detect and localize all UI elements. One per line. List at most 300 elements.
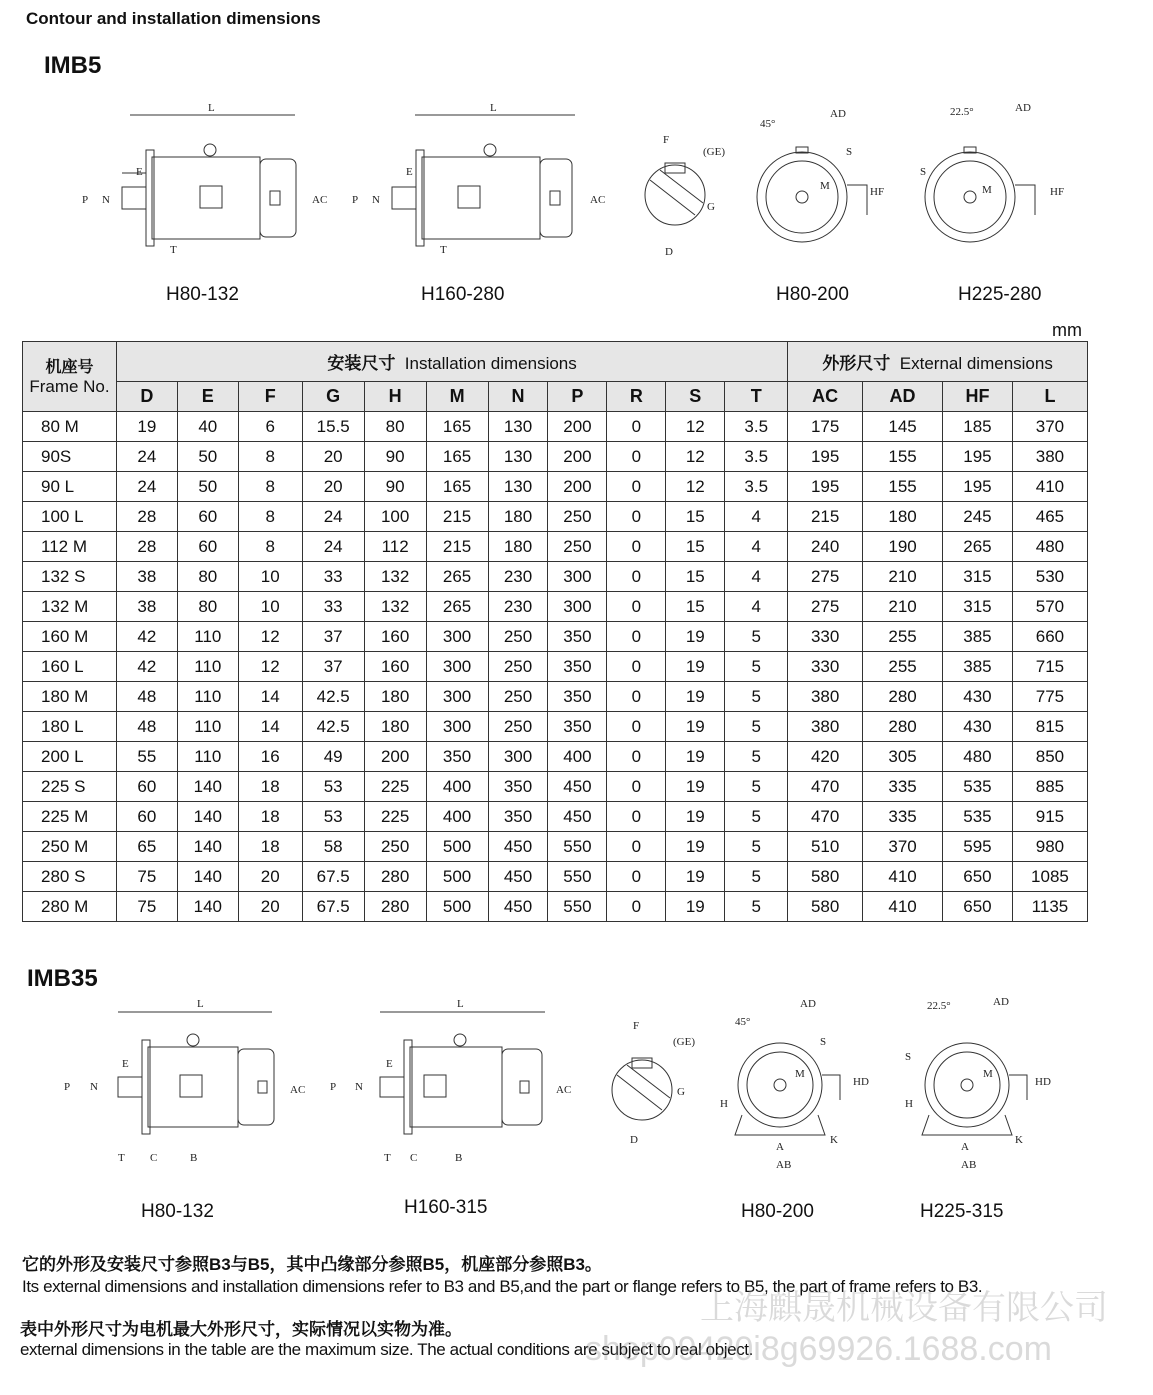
value-cell: 595: [943, 832, 1013, 862]
svg-text:HD: HD: [1035, 1076, 1051, 1088]
value-cell: 250: [548, 532, 607, 562]
value-cell: 19: [666, 682, 725, 712]
value-cell: 65: [116, 832, 177, 862]
value-cell: 132: [364, 562, 426, 592]
value-cell: 180: [863, 502, 943, 532]
value-cell: 250: [548, 502, 607, 532]
value-cell: 180: [488, 502, 548, 532]
value-cell: 200: [548, 472, 607, 502]
frame-cell: 250 M: [23, 832, 117, 862]
table-row: [23, 652, 1088, 682]
value-cell: 4: [725, 532, 788, 562]
value-cell: 37: [302, 622, 364, 652]
value-cell: 240: [788, 532, 863, 562]
unit-label: mm: [1052, 320, 1082, 340]
value-cell: 210: [863, 592, 943, 622]
value-cell: 380: [1012, 442, 1087, 472]
value-cell: 67.5: [302, 892, 364, 922]
value-cell: 550: [548, 892, 607, 922]
value-cell: 60: [116, 802, 177, 832]
value-cell: 510: [788, 832, 863, 862]
value-cell: 5: [725, 832, 788, 862]
caption: H80-132: [141, 1201, 214, 1222]
dimensions-table: [22, 341, 1088, 922]
value-cell: 15.5: [302, 412, 364, 442]
value-cell: 180: [488, 532, 548, 562]
value-cell: 110: [177, 652, 238, 682]
svg-text:N: N: [355, 1081, 363, 1093]
table-row: [23, 892, 1088, 922]
section-heading-imb35: IMB35: [27, 965, 98, 992]
value-cell: 250: [488, 682, 548, 712]
value-cell: 140: [177, 892, 238, 922]
svg-text:N: N: [90, 1081, 98, 1093]
svg-text:S: S: [905, 1051, 912, 1063]
svg-text:N: N: [102, 194, 110, 206]
frame-cell: 200 L: [23, 742, 117, 772]
value-cell: 500: [426, 892, 488, 922]
value-cell: 28: [116, 502, 177, 532]
value-cell: 350: [488, 802, 548, 832]
value-cell: 5: [725, 622, 788, 652]
value-cell: 112: [364, 532, 426, 562]
table-row: [23, 532, 1088, 562]
svg-text:K: K: [1015, 1134, 1023, 1146]
value-cell: 350: [426, 742, 488, 772]
value-cell: 225: [364, 772, 426, 802]
value-cell: 195: [943, 442, 1013, 472]
value-cell: 280: [364, 892, 426, 922]
column-header-m: M: [426, 382, 488, 412]
value-cell: 4: [725, 502, 788, 532]
value-cell: 200: [364, 742, 426, 772]
value-cell: 19: [666, 802, 725, 832]
svg-text:AC: AC: [590, 194, 606, 206]
value-cell: 12: [666, 412, 725, 442]
value-cell: 885: [1012, 772, 1087, 802]
svg-text:S: S: [846, 146, 853, 158]
value-cell: 15: [666, 502, 725, 532]
svg-text:T: T: [170, 244, 177, 256]
value-cell: 300: [426, 712, 488, 742]
imb5-side-view-small: [82, 102, 327, 256]
value-cell: 450: [488, 862, 548, 892]
frame-cell: 80 M: [23, 412, 117, 442]
value-cell: 250: [364, 832, 426, 862]
note-en-1: Its external dimensions and installation dimensions refer to B3 and B5,and the part or flange refers to B5, the part of frame refers to B3.: [22, 1277, 983, 1296]
svg-text:D: D: [665, 246, 673, 258]
value-cell: 300: [548, 562, 607, 592]
value-cell: 5: [725, 682, 788, 712]
value-cell: 410: [1012, 472, 1087, 502]
value-cell: 0: [607, 472, 666, 502]
svg-text:A: A: [961, 1141, 969, 1153]
table-row: [23, 802, 1088, 832]
value-cell: 42.5: [302, 682, 364, 712]
value-cell: 90: [364, 442, 426, 472]
imb35-drawings: [50, 995, 1110, 1180]
value-cell: 60: [116, 772, 177, 802]
value-cell: 140: [177, 802, 238, 832]
value-cell: 80: [177, 562, 238, 592]
column-header-hf: HF: [943, 382, 1013, 412]
value-cell: 16: [238, 742, 302, 772]
value-cell: 215: [788, 502, 863, 532]
value-cell: 155: [863, 472, 943, 502]
value-cell: 500: [426, 832, 488, 862]
svg-text:(GE): (GE): [673, 1036, 695, 1048]
svg-text:M: M: [820, 180, 830, 192]
value-cell: 1135: [1012, 892, 1087, 922]
value-cell: 165: [426, 412, 488, 442]
svg-text:AC: AC: [312, 194, 328, 206]
value-cell: 230: [488, 562, 548, 592]
svg-text:AD: AD: [1015, 102, 1031, 114]
value-cell: 42: [116, 622, 177, 652]
value-cell: 250: [488, 652, 548, 682]
value-cell: 0: [607, 502, 666, 532]
imb35-shaft-section: [612, 1020, 695, 1146]
imb35-side-view-small: [64, 998, 305, 1164]
value-cell: 775: [1012, 682, 1087, 712]
value-cell: 140: [177, 862, 238, 892]
caption: H80-132: [166, 284, 239, 305]
value-cell: 420: [788, 742, 863, 772]
imb5-drawings: [70, 95, 1110, 270]
value-cell: 48: [116, 682, 177, 712]
value-cell: 380: [788, 712, 863, 742]
svg-text:B: B: [455, 1152, 463, 1164]
table-row: [23, 832, 1088, 862]
note-cn-2: 表中外形尺寸为电机最大外形尺寸，实际情况以实物为准。: [20, 1320, 462, 1339]
value-cell: 530: [1012, 562, 1087, 592]
value-cell: 8: [238, 472, 302, 502]
svg-text:T: T: [384, 1152, 391, 1164]
value-cell: 255: [863, 652, 943, 682]
value-cell: 8: [238, 502, 302, 532]
value-cell: 350: [488, 772, 548, 802]
svg-text:H: H: [905, 1098, 913, 1110]
value-cell: 4: [725, 592, 788, 622]
frame-cell: 90 L: [23, 472, 117, 502]
value-cell: 18: [238, 772, 302, 802]
imb5-end-view-small: [757, 108, 884, 242]
svg-text:HF: HF: [1050, 186, 1065, 198]
value-cell: 58: [302, 832, 364, 862]
frame-cell: 132 M: [23, 592, 117, 622]
value-cell: 815: [1012, 712, 1087, 742]
imb35-end-view-small: [720, 998, 869, 1171]
value-cell: 14: [238, 712, 302, 742]
value-cell: 385: [943, 622, 1013, 652]
value-cell: 19: [666, 862, 725, 892]
svg-text:HF: HF: [870, 186, 885, 198]
svg-text:A: A: [776, 1141, 784, 1153]
svg-text:B: B: [190, 1152, 198, 1164]
value-cell: 380: [788, 682, 863, 712]
value-cell: 0: [607, 892, 666, 922]
value-cell: 335: [863, 772, 943, 802]
value-cell: 5: [725, 652, 788, 682]
frame-cell: 280 M: [23, 892, 117, 922]
svg-text:H: H: [720, 1098, 728, 1110]
table-row: [23, 682, 1088, 712]
value-cell: 3.5: [725, 442, 788, 472]
value-cell: 18: [238, 832, 302, 862]
value-cell: 5: [725, 892, 788, 922]
value-cell: 18: [238, 802, 302, 832]
value-cell: 305: [863, 742, 943, 772]
value-cell: 265: [426, 562, 488, 592]
table-row: [23, 592, 1088, 622]
value-cell: 14: [238, 682, 302, 712]
imb35-end-view-large: [905, 996, 1051, 1171]
svg-text:E: E: [386, 1058, 393, 1070]
value-cell: 24: [116, 472, 177, 502]
value-cell: 0: [607, 532, 666, 562]
svg-text:22.5°: 22.5°: [950, 106, 974, 118]
value-cell: 660: [1012, 622, 1087, 652]
svg-text:M: M: [982, 184, 992, 196]
column-header-h: H: [364, 382, 426, 412]
value-cell: 100: [364, 502, 426, 532]
external-header: 外形尺寸 External dimensions: [788, 342, 1088, 382]
value-cell: 215: [426, 502, 488, 532]
frame-cell: 90S: [23, 442, 117, 472]
value-cell: 3.5: [725, 412, 788, 442]
value-cell: 5: [725, 712, 788, 742]
value-cell: 480: [1012, 532, 1087, 562]
frame-cell: 112 M: [23, 532, 117, 562]
svg-text:45°: 45°: [760, 118, 776, 130]
value-cell: 550: [548, 862, 607, 892]
svg-text:N: N: [372, 194, 380, 206]
value-cell: 370: [1012, 412, 1087, 442]
value-cell: 28: [116, 532, 177, 562]
value-cell: 140: [177, 772, 238, 802]
table-row: [23, 712, 1088, 742]
value-cell: 19: [666, 892, 725, 922]
value-cell: 20: [302, 472, 364, 502]
column-header-d: D: [116, 382, 177, 412]
svg-text:P: P: [330, 1081, 337, 1093]
value-cell: 53: [302, 802, 364, 832]
watermark-shop: shop09420i8g69926.1688.com: [585, 1330, 1052, 1368]
caption: H160-280: [421, 284, 505, 305]
value-cell: 42.5: [302, 712, 364, 742]
svg-text:F: F: [663, 134, 670, 146]
table-row: [23, 502, 1088, 532]
frame-cell: 180 L: [23, 712, 117, 742]
column-header-t: T: [725, 382, 788, 412]
value-cell: 50: [177, 442, 238, 472]
value-cell: 33: [302, 592, 364, 622]
svg-text:L: L: [457, 998, 464, 1010]
column-header-r: R: [607, 382, 666, 412]
value-cell: 110: [177, 622, 238, 652]
value-cell: 370: [863, 832, 943, 862]
value-cell: 80: [364, 412, 426, 442]
value-cell: 12: [666, 442, 725, 472]
svg-text:E: E: [122, 1058, 129, 1070]
value-cell: 225: [364, 802, 426, 832]
value-cell: 15: [666, 562, 725, 592]
value-cell: 350: [548, 712, 607, 742]
value-cell: 915: [1012, 802, 1087, 832]
table-row: [23, 622, 1088, 652]
svg-text:G: G: [677, 1086, 685, 1098]
value-cell: 0: [607, 772, 666, 802]
value-cell: 650: [943, 892, 1013, 922]
value-cell: 450: [488, 832, 548, 862]
frame-cell: 160 M: [23, 622, 117, 652]
value-cell: 67.5: [302, 862, 364, 892]
svg-text:T: T: [118, 1152, 125, 1164]
value-cell: 185: [943, 412, 1013, 442]
column-header-f: F: [238, 382, 302, 412]
value-cell: 165: [426, 472, 488, 502]
svg-text:M: M: [983, 1068, 993, 1080]
caption: H225-315: [920, 1201, 1004, 1222]
value-cell: 12: [238, 652, 302, 682]
value-cell: 195: [788, 472, 863, 502]
value-cell: 55: [116, 742, 177, 772]
value-cell: 300: [426, 652, 488, 682]
value-cell: 1085: [1012, 862, 1087, 892]
svg-text:K: K: [830, 1134, 838, 1146]
svg-text:P: P: [352, 194, 359, 206]
value-cell: 410: [863, 892, 943, 922]
column-header-ac: AC: [788, 382, 863, 412]
svg-text:G: G: [707, 201, 715, 213]
frame-cell: 225 S: [23, 772, 117, 802]
svg-text:L: L: [208, 102, 215, 114]
svg-text:P: P: [64, 1081, 71, 1093]
svg-text:HD: HD: [853, 1076, 869, 1088]
value-cell: 80: [177, 592, 238, 622]
value-cell: 0: [607, 862, 666, 892]
value-cell: 53: [302, 772, 364, 802]
value-cell: 130: [488, 472, 548, 502]
svg-text:M: M: [795, 1068, 805, 1080]
value-cell: 5: [725, 742, 788, 772]
svg-text:S: S: [920, 166, 927, 178]
frame-cell: 225 M: [23, 802, 117, 832]
frame-cell: 160 L: [23, 652, 117, 682]
svg-text:F: F: [633, 1020, 640, 1032]
value-cell: 550: [548, 832, 607, 862]
value-cell: 24: [302, 502, 364, 532]
value-cell: 180: [364, 712, 426, 742]
value-cell: 0: [607, 742, 666, 772]
svg-text:D: D: [630, 1134, 638, 1146]
value-cell: 20: [302, 442, 364, 472]
value-cell: 48: [116, 712, 177, 742]
value-cell: 110: [177, 742, 238, 772]
svg-text:AB: AB: [961, 1159, 977, 1171]
svg-text:AD: AD: [800, 998, 816, 1010]
value-cell: 980: [1012, 832, 1087, 862]
svg-text:AD: AD: [993, 996, 1009, 1008]
value-cell: 130: [488, 412, 548, 442]
column-header-e: E: [177, 382, 238, 412]
caption: H80-200: [776, 284, 849, 305]
value-cell: 275: [788, 562, 863, 592]
svg-text:AC: AC: [556, 1084, 572, 1096]
value-cell: 60: [177, 532, 238, 562]
value-cell: 8: [238, 442, 302, 472]
page-title: Contour and installation dimensions: [26, 9, 321, 28]
value-cell: 60: [177, 502, 238, 532]
value-cell: 110: [177, 682, 238, 712]
value-cell: 0: [607, 562, 666, 592]
caption: H80-200: [741, 1201, 814, 1222]
value-cell: 4: [725, 562, 788, 592]
value-cell: 10: [238, 592, 302, 622]
value-cell: 140: [177, 832, 238, 862]
value-cell: 430: [943, 712, 1013, 742]
value-cell: 3.5: [725, 472, 788, 502]
value-cell: 430: [943, 682, 1013, 712]
value-cell: 0: [607, 712, 666, 742]
svg-text:AB: AB: [776, 1159, 792, 1171]
svg-text:P: P: [82, 194, 89, 206]
svg-text:T: T: [440, 244, 447, 256]
value-cell: 180: [364, 682, 426, 712]
imb5-shaft-section: [645, 134, 725, 258]
value-cell: 265: [943, 532, 1013, 562]
value-cell: 0: [607, 682, 666, 712]
value-cell: 535: [943, 802, 1013, 832]
frame-cell: 132 S: [23, 562, 117, 592]
value-cell: 160: [364, 652, 426, 682]
table-row: [23, 742, 1088, 772]
value-cell: 535: [943, 772, 1013, 802]
watermark-company: 上海麒晟机械设备有限公司: [700, 1289, 1108, 1327]
value-cell: 0: [607, 592, 666, 622]
value-cell: 450: [548, 802, 607, 832]
value-cell: 275: [788, 592, 863, 622]
value-cell: 210: [863, 562, 943, 592]
svg-text:S: S: [820, 1036, 827, 1048]
value-cell: 315: [943, 592, 1013, 622]
value-cell: 20: [238, 892, 302, 922]
value-cell: 5: [725, 862, 788, 892]
value-cell: 20: [238, 862, 302, 892]
value-cell: 155: [863, 442, 943, 472]
value-cell: 250: [488, 712, 548, 742]
value-cell: 0: [607, 802, 666, 832]
frame-header: 机座号 Frame No.: [23, 342, 117, 412]
svg-text:22.5°: 22.5°: [927, 1000, 951, 1012]
value-cell: 385: [943, 652, 1013, 682]
value-cell: 75: [116, 892, 177, 922]
table-row: [23, 442, 1088, 472]
value-cell: 280: [863, 682, 943, 712]
value-cell: 110: [177, 712, 238, 742]
column-header-g: G: [302, 382, 364, 412]
value-cell: 255: [863, 622, 943, 652]
value-cell: 38: [116, 592, 177, 622]
svg-text:L: L: [197, 998, 204, 1010]
value-cell: 12: [666, 472, 725, 502]
value-cell: 12: [238, 622, 302, 652]
table-row: [23, 862, 1088, 892]
value-cell: 450: [488, 892, 548, 922]
table-row: [23, 772, 1088, 802]
value-cell: 8: [238, 532, 302, 562]
value-cell: 315: [943, 562, 1013, 592]
